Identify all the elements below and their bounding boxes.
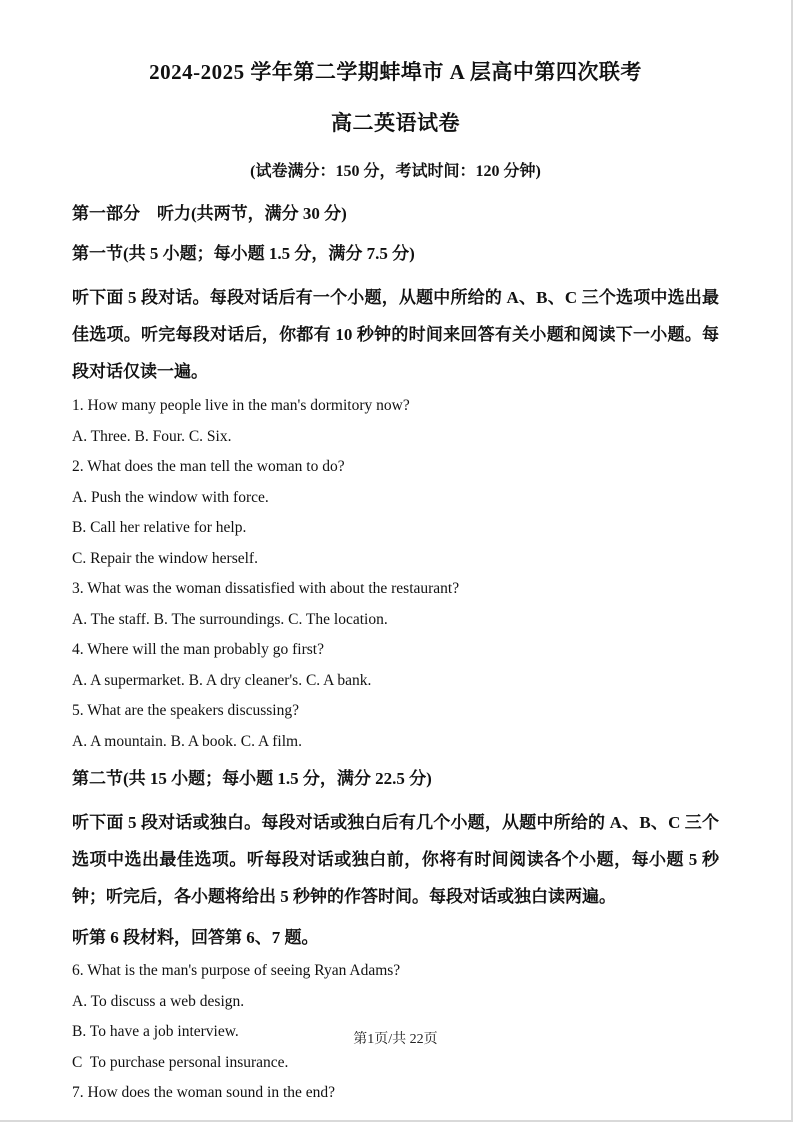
- question-6-option-b: B. To have a job interview.: [72, 1023, 239, 1040]
- part1-section2-instructions: 听下面 5 段对话或独白。每段对话或独白后有几个小题，从题中所给的 A、B、C 三个选项中选出最佳选项。听每段对话或独白前，你将有时间阅读各个小题，每小题 5 秒钟；听完后，各小题将给出 5 秒钟的作答时间。每段对话或独白读两遍。: [72, 813, 719, 906]
- question-7: 7. How does the woman sound in the end?: [72, 1084, 336, 1101]
- part1-section1-instructions: 听下面 5 段对话。每段对话后有一个小题，从题中所给的 A、B、C 三个选项中选出最佳选项。听完每段对话后，你都有 10 秒钟的时间来回答有关小题和阅读下一小题。每段对话仅读一遍。: [72, 288, 719, 381]
- question-2-option-c: C. Repair the window herself.: [72, 549, 258, 567]
- question-2-option-a: A. Push the window with force.: [72, 488, 269, 506]
- question-4: 4. Where will the man probably go first?: [72, 641, 324, 658]
- question-2: 2. What does the man tell the woman to do?: [72, 458, 345, 475]
- question-5-options: A. A mountain. B. A book. C. A film.: [72, 732, 302, 750]
- question-4-options: A. A supermarket. B. A dry cleaner's. C. A bank.: [72, 671, 372, 689]
- question-5: 5. What are the speakers discussing?: [72, 702, 299, 719]
- part1-heading: 第一部分 听力(共两节，满分 30 分): [72, 204, 347, 223]
- question-6-option-a: A. To discuss a web design.: [72, 992, 245, 1010]
- exam-title-line2: 高二英语试卷: [331, 111, 460, 135]
- part1-section2-heading: 第二节(共 15 小题；每小题 1.5 分，满分 22.5 分): [72, 769, 432, 788]
- part1-section1-heading: 第一节(共 5 小题；每小题 1.5 分，满分 7.5 分): [72, 244, 415, 263]
- question-3: 3. What was the woman dissatisfied with about the restaurant?: [72, 580, 460, 597]
- material-6-note: 听第 6 段材料，回答第 6、7 题。: [72, 928, 319, 947]
- exam-title-line1: 2024-2025 学年第二学期蚌埠市 A 层高中第四次联考: [149, 60, 642, 84]
- question-6: 6. What is the man's purpose of seeing Ryan Adams?: [72, 962, 401, 979]
- question-2-option-b: B. Call her relative for help.: [72, 519, 247, 536]
- question-1-options: A. Three. B. Four. C. Six.: [72, 427, 232, 445]
- page-footer: 第1页/共 22页: [353, 1032, 438, 1047]
- exam-subtitle: (试卷满分：150 分，考试时间：120 分钟): [250, 163, 541, 180]
- question-1: 1. How many people live in the man's dormitory now?: [72, 397, 410, 414]
- question-3-options: A. The staff. B. The surroundings. C. The location.: [72, 610, 388, 628]
- question-6-option-c: C To purchase personal insurance.: [72, 1053, 289, 1071]
